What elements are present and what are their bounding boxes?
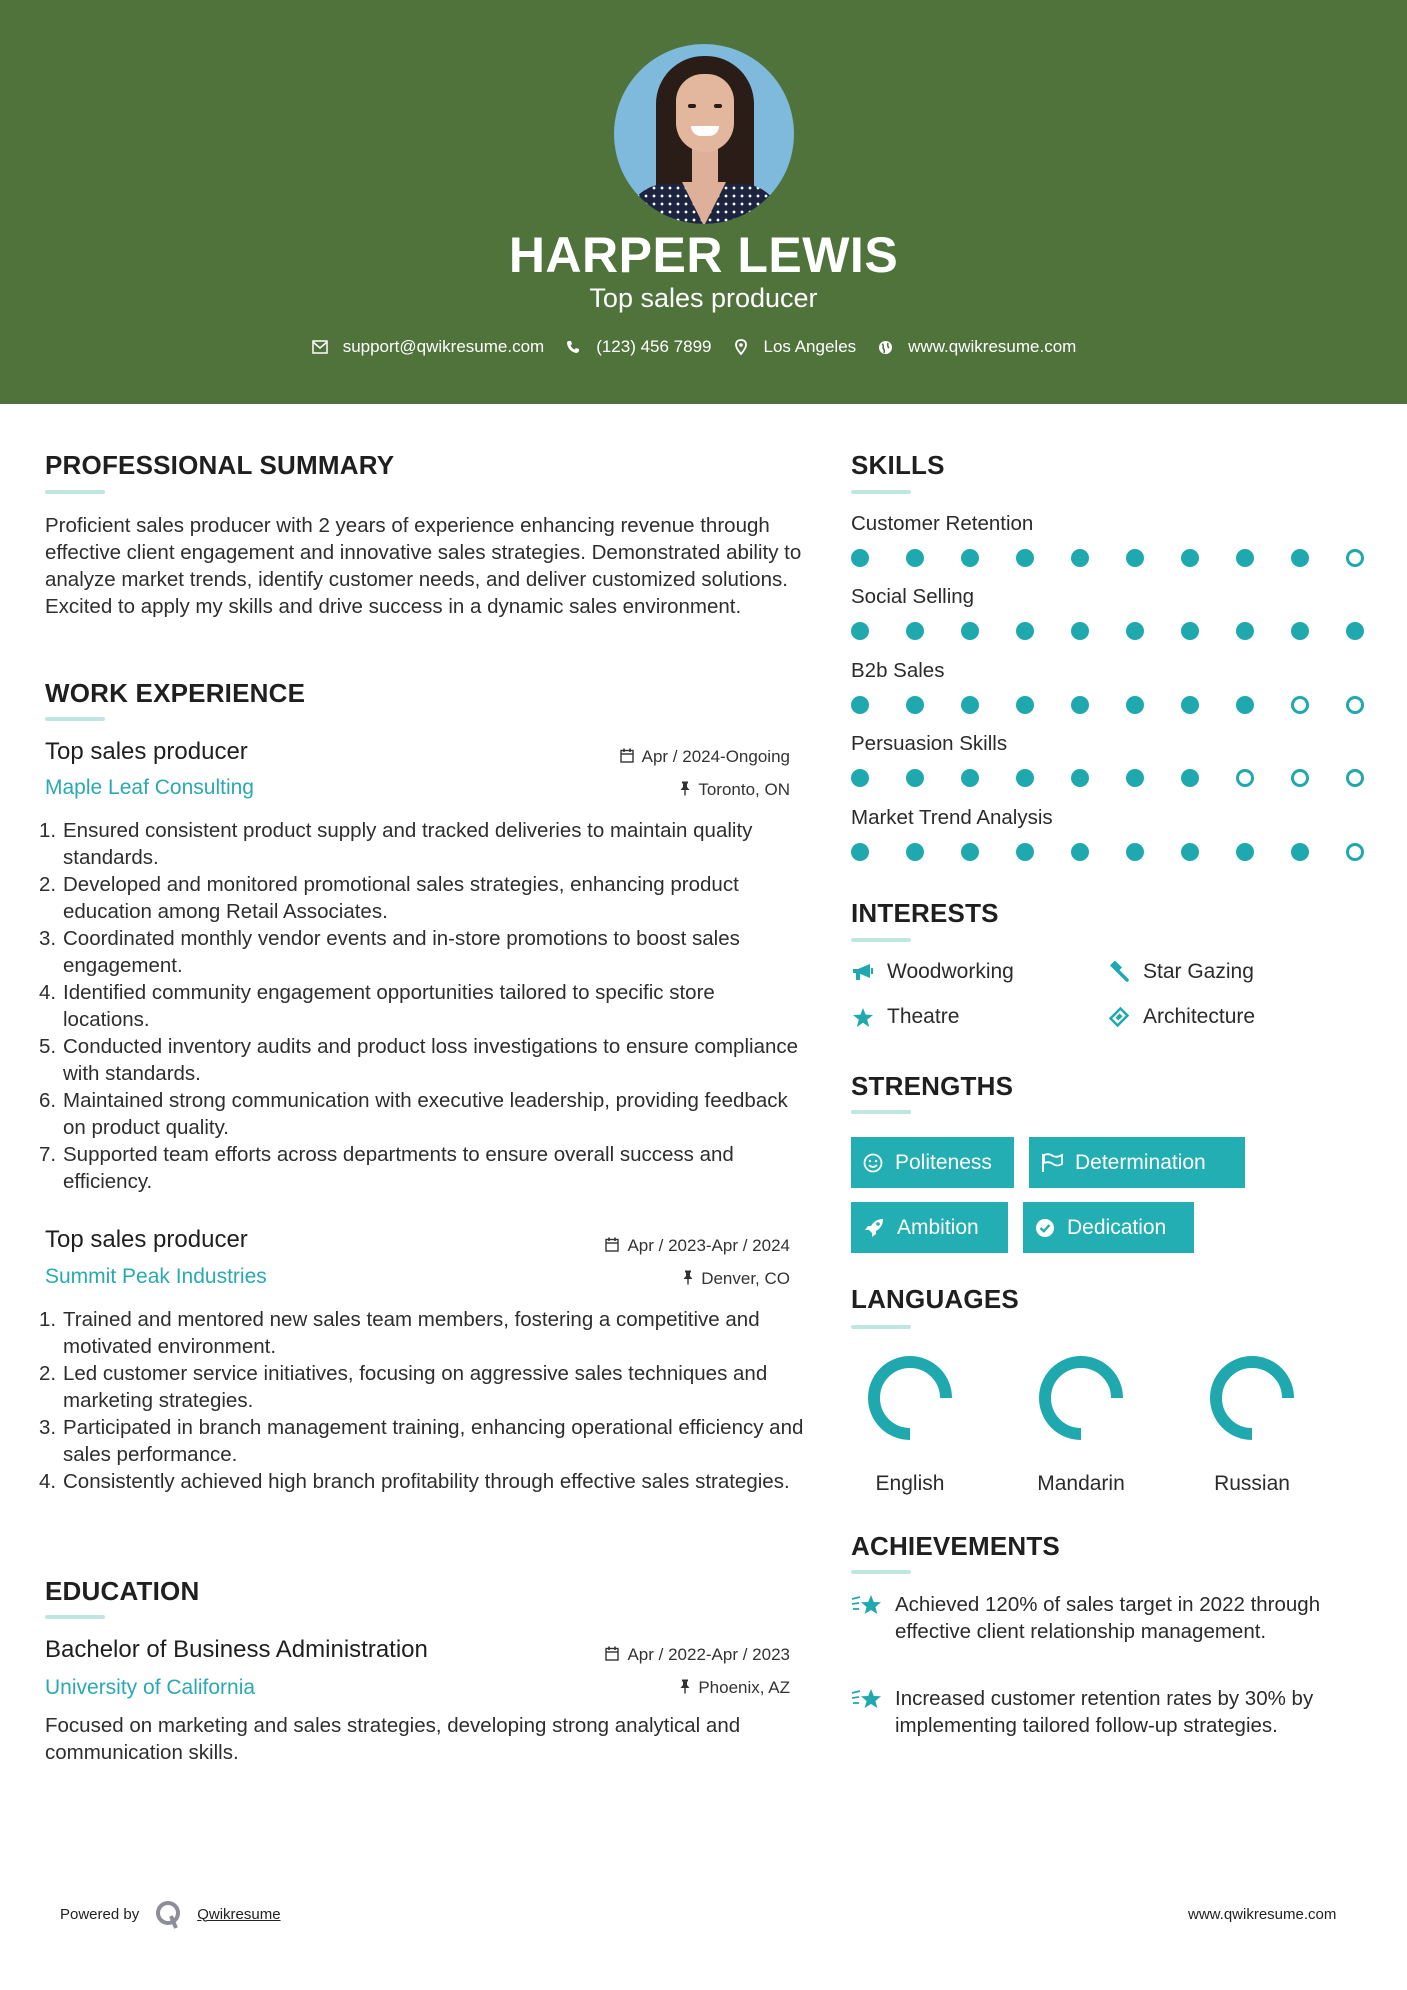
qwikresume-link[interactable]: Qwikresume	[197, 1905, 281, 1923]
flag-icon	[1041, 1153, 1063, 1173]
skill-rating	[851, 549, 1401, 567]
section-divider	[45, 717, 105, 721]
language-proficiency-ring	[1206, 1352, 1298, 1444]
footer-powered-by: Powered by Qwikresume	[60, 1900, 281, 1928]
list-item: 3. Participated in branch management training, enhancing operational efficiency and sales performance.	[39, 1416, 804, 1466]
resume-header	[0, 0, 1407, 404]
profile-photo	[614, 44, 794, 224]
job-location: Denver, CO	[683, 1269, 790, 1289]
list-item: 3. Coordinated monthly vendor events and in-store promotions to boost sales engagement.	[39, 927, 740, 977]
skill-dot-filled	[1016, 549, 1034, 567]
candidate-name: HARPER LEWIS	[508, 227, 899, 283]
skill-dot-filled	[1126, 622, 1144, 640]
skill-rating	[851, 696, 1401, 714]
language-item	[1031, 1352, 1131, 1496]
skill-dot-filled	[1346, 622, 1364, 640]
skill-dot-filled	[1236, 622, 1254, 640]
envelope-icon	[311, 338, 329, 356]
language-name: Russian	[1214, 1472, 1290, 1495]
list-item: 2. Developed and monitored promotional sales strategies, enhancing product education among Retail Associates.	[39, 873, 739, 923]
skill-dot-filled	[1071, 843, 1089, 861]
skill-dot-filled	[1291, 549, 1309, 567]
pushpin-icon	[680, 1679, 690, 1698]
list-item: 7. Supported team efforts across departments to ensure overall success and efficiency.	[39, 1143, 734, 1193]
company-name: Summit Peak Industries	[45, 1265, 267, 1288]
skill-dot-empty	[1346, 549, 1364, 567]
job-title: Top sales producer	[45, 738, 248, 765]
skill-dot-filled	[1071, 549, 1089, 567]
phone-icon	[564, 338, 582, 356]
contact-website[interactable]: www.qwikresume.com	[908, 337, 1077, 356]
skill-dot-filled	[1181, 549, 1199, 567]
shooting-star-icon	[851, 1591, 895, 1645]
skill-dot-filled	[906, 696, 924, 714]
education-description: Focused on marketing and sales strategies, developing strong analytical and communication skills.	[45, 1714, 741, 1764]
skill-dot-empty	[1346, 769, 1364, 787]
company-name: Maple Leaf Consulting	[45, 776, 254, 799]
job-responsibilities	[39, 817, 805, 1195]
section-divider	[45, 490, 105, 494]
bullhorn-icon	[851, 960, 875, 984]
skill-dot-filled	[961, 769, 979, 787]
skill-label: Customer Retention	[851, 512, 1034, 535]
section-divider	[851, 1570, 911, 1574]
skill-dot-empty	[1236, 769, 1254, 787]
skill-dot-filled	[1016, 769, 1034, 787]
list-item: 5. Conducted inventory audits and product loss investigations to ensure compliance with standards.	[39, 1035, 799, 1085]
education-dates: Apr / 2022-Apr / 2023	[605, 1645, 790, 1665]
smile-icon	[863, 1153, 883, 1173]
skill-label: Social Selling	[851, 585, 975, 608]
skill-rating	[851, 769, 1401, 787]
skill-dot-filled	[1291, 622, 1309, 640]
section-title-achievements: ACHIEVEMENTS	[851, 1531, 1060, 1561]
skill-dot-filled	[1126, 696, 1144, 714]
skill-dot-filled	[851, 696, 869, 714]
section-title-strengths: STRENGTHS	[851, 1071, 1014, 1101]
skill-dot-filled	[1071, 769, 1089, 787]
rocket-icon	[863, 1217, 885, 1239]
list-item: 2. Led customer service initiatives, focusing on aggressive sales techniques and marketing strategies.	[39, 1362, 768, 1412]
contact-phone[interactable]: (123) 456 7899	[596, 337, 712, 356]
skill-dot-filled	[906, 769, 924, 787]
skill-dot-filled	[1181, 622, 1199, 640]
language-proficiency-ring	[1035, 1352, 1127, 1444]
list-item: 4. Consistently achieved high branch profitability through effective sales strategies.	[39, 1470, 790, 1493]
skill-dot-filled	[1016, 622, 1034, 640]
map-marker-icon	[732, 338, 750, 356]
achievement-item: Increased customer retention rates by 30% by implementing tailored follow-up strategies.	[851, 1685, 1361, 1739]
gavel-icon	[1107, 960, 1131, 984]
degree-title: Bachelor of Business Administration	[45, 1636, 428, 1663]
language-item	[860, 1352, 960, 1496]
section-divider	[851, 490, 911, 494]
skill-dot-filled	[961, 843, 979, 861]
skill-dot-filled	[1236, 549, 1254, 567]
language-name: English	[875, 1472, 945, 1495]
skill-dot-filled	[1126, 769, 1144, 787]
strength-chip: Ambition	[851, 1202, 1008, 1253]
interest-item: Woodworking	[851, 960, 1014, 984]
skill-dot-filled	[1291, 843, 1309, 861]
interest-item: Theatre	[851, 1005, 959, 1029]
list-item: 1. Ensured consistent product supply and tracked deliveries to maintain quality standards.	[39, 819, 753, 869]
skill-dot-filled	[1236, 696, 1254, 714]
achievement-item: Achieved 120% of sales target in 2022 through effective client relationship management.	[851, 1591, 1361, 1645]
footer-website-link[interactable]: www.qwikresume.com	[1188, 1906, 1337, 1923]
list-item: 1. Trained and mentored new sales team members, fostering a competitive and motivated environment.	[39, 1308, 760, 1358]
pushpin-icon	[683, 1270, 693, 1289]
interest-item: Architecture	[1107, 1005, 1255, 1029]
skill-dot-empty	[1291, 769, 1309, 787]
education-location: Phoenix, AZ	[680, 1678, 790, 1698]
skill-label: Market Trend Analysis	[851, 806, 1053, 829]
section-title-education: EDUCATION	[45, 1576, 200, 1606]
skill-dot-filled	[1126, 843, 1144, 861]
skill-dot-filled	[1071, 622, 1089, 640]
list-item: 6. Maintained strong communication with executive leadership, providing feedback on product quality.	[39, 1089, 788, 1139]
qwikresume-logo-icon	[155, 1900, 183, 1928]
skill-dot-empty	[1291, 696, 1309, 714]
skill-label: Persuasion Skills	[851, 732, 1008, 755]
skill-dot-filled	[961, 622, 979, 640]
skill-dot-filled	[906, 549, 924, 567]
skill-dot-filled	[1016, 696, 1034, 714]
star-icon	[851, 1005, 875, 1029]
interest-item: Star Gazing	[1107, 960, 1254, 984]
skill-dot-filled	[1181, 769, 1199, 787]
contact-location: Los Angeles	[763, 337, 857, 356]
contact-bar	[0, 337, 1407, 357]
skill-dot-filled	[961, 696, 979, 714]
skill-dot-filled	[961, 549, 979, 567]
contact-email[interactable]: support@qwikresume.com	[342, 337, 545, 356]
section-title-experience: WORK EXPERIENCE	[45, 678, 306, 708]
section-divider	[851, 1110, 911, 1114]
skill-dot-filled	[851, 769, 869, 787]
ticket-icon	[1107, 1005, 1131, 1029]
calendar-icon	[605, 1237, 619, 1256]
section-divider	[851, 938, 911, 942]
skill-dot-filled	[851, 549, 869, 567]
pushpin-icon	[680, 781, 690, 800]
shooting-star-icon	[851, 1685, 895, 1739]
strength-chip: Politeness	[851, 1137, 1014, 1188]
job-title: Top sales producer	[45, 1226, 248, 1253]
skill-dot-filled	[1236, 843, 1254, 861]
skill-dot-empty	[1346, 696, 1364, 714]
skill-dot-filled	[1126, 549, 1144, 567]
skill-dot-filled	[1071, 696, 1089, 714]
globe-icon	[876, 338, 894, 356]
check-circle-icon	[1035, 1218, 1055, 1238]
skill-label: B2b Sales	[851, 659, 945, 682]
skill-dot-filled	[1181, 843, 1199, 861]
skill-dot-empty	[1346, 843, 1364, 861]
school-name: University of California	[45, 1676, 256, 1699]
summary-text: Proficient sales producer with 2 years of experience enhancing revenue through effective client engagement and innovative sales strategies. Demonstrated ability to analyze market trends, identify customer needs, and deliver customized solutions. Excited to apply my skills and drive success in a dynamic sales environment.	[45, 514, 802, 618]
language-item	[1202, 1352, 1302, 1496]
candidate-title: Top sales producer	[589, 283, 818, 313]
skill-dot-filled	[1181, 696, 1199, 714]
skill-dot-filled	[906, 622, 924, 640]
job-responsibilities	[39, 1306, 805, 1495]
skill-dot-filled	[851, 843, 869, 861]
section-divider	[851, 1325, 911, 1329]
skill-dot-filled	[851, 622, 869, 640]
section-divider	[45, 1615, 105, 1619]
section-title-summary: PROFESSIONAL SUMMARY	[45, 450, 395, 480]
job-dates: Apr / 2023-Apr / 2024	[605, 1236, 790, 1256]
job-location: Toronto, ON	[680, 780, 790, 800]
calendar-icon	[605, 1646, 619, 1665]
strength-chip: Dedication	[1023, 1202, 1194, 1253]
skill-dot-filled	[1016, 843, 1034, 861]
skill-rating	[851, 843, 1401, 861]
language-name: Mandarin	[1037, 1472, 1125, 1495]
section-title-languages: LANGUAGES	[851, 1284, 1019, 1314]
section-title-interests: INTERESTS	[851, 898, 999, 928]
section-title-skills: SKILLS	[851, 450, 945, 480]
calendar-icon	[620, 748, 634, 767]
job-dates: Apr / 2024-Ongoing	[620, 747, 790, 767]
language-proficiency-ring	[864, 1352, 956, 1444]
skill-dot-filled	[906, 843, 924, 861]
strength-chip: Determination	[1029, 1137, 1245, 1188]
skill-rating	[851, 622, 1401, 640]
list-item: 4. Identified community engagement opportunities tailored to specific store locations.	[39, 981, 715, 1031]
